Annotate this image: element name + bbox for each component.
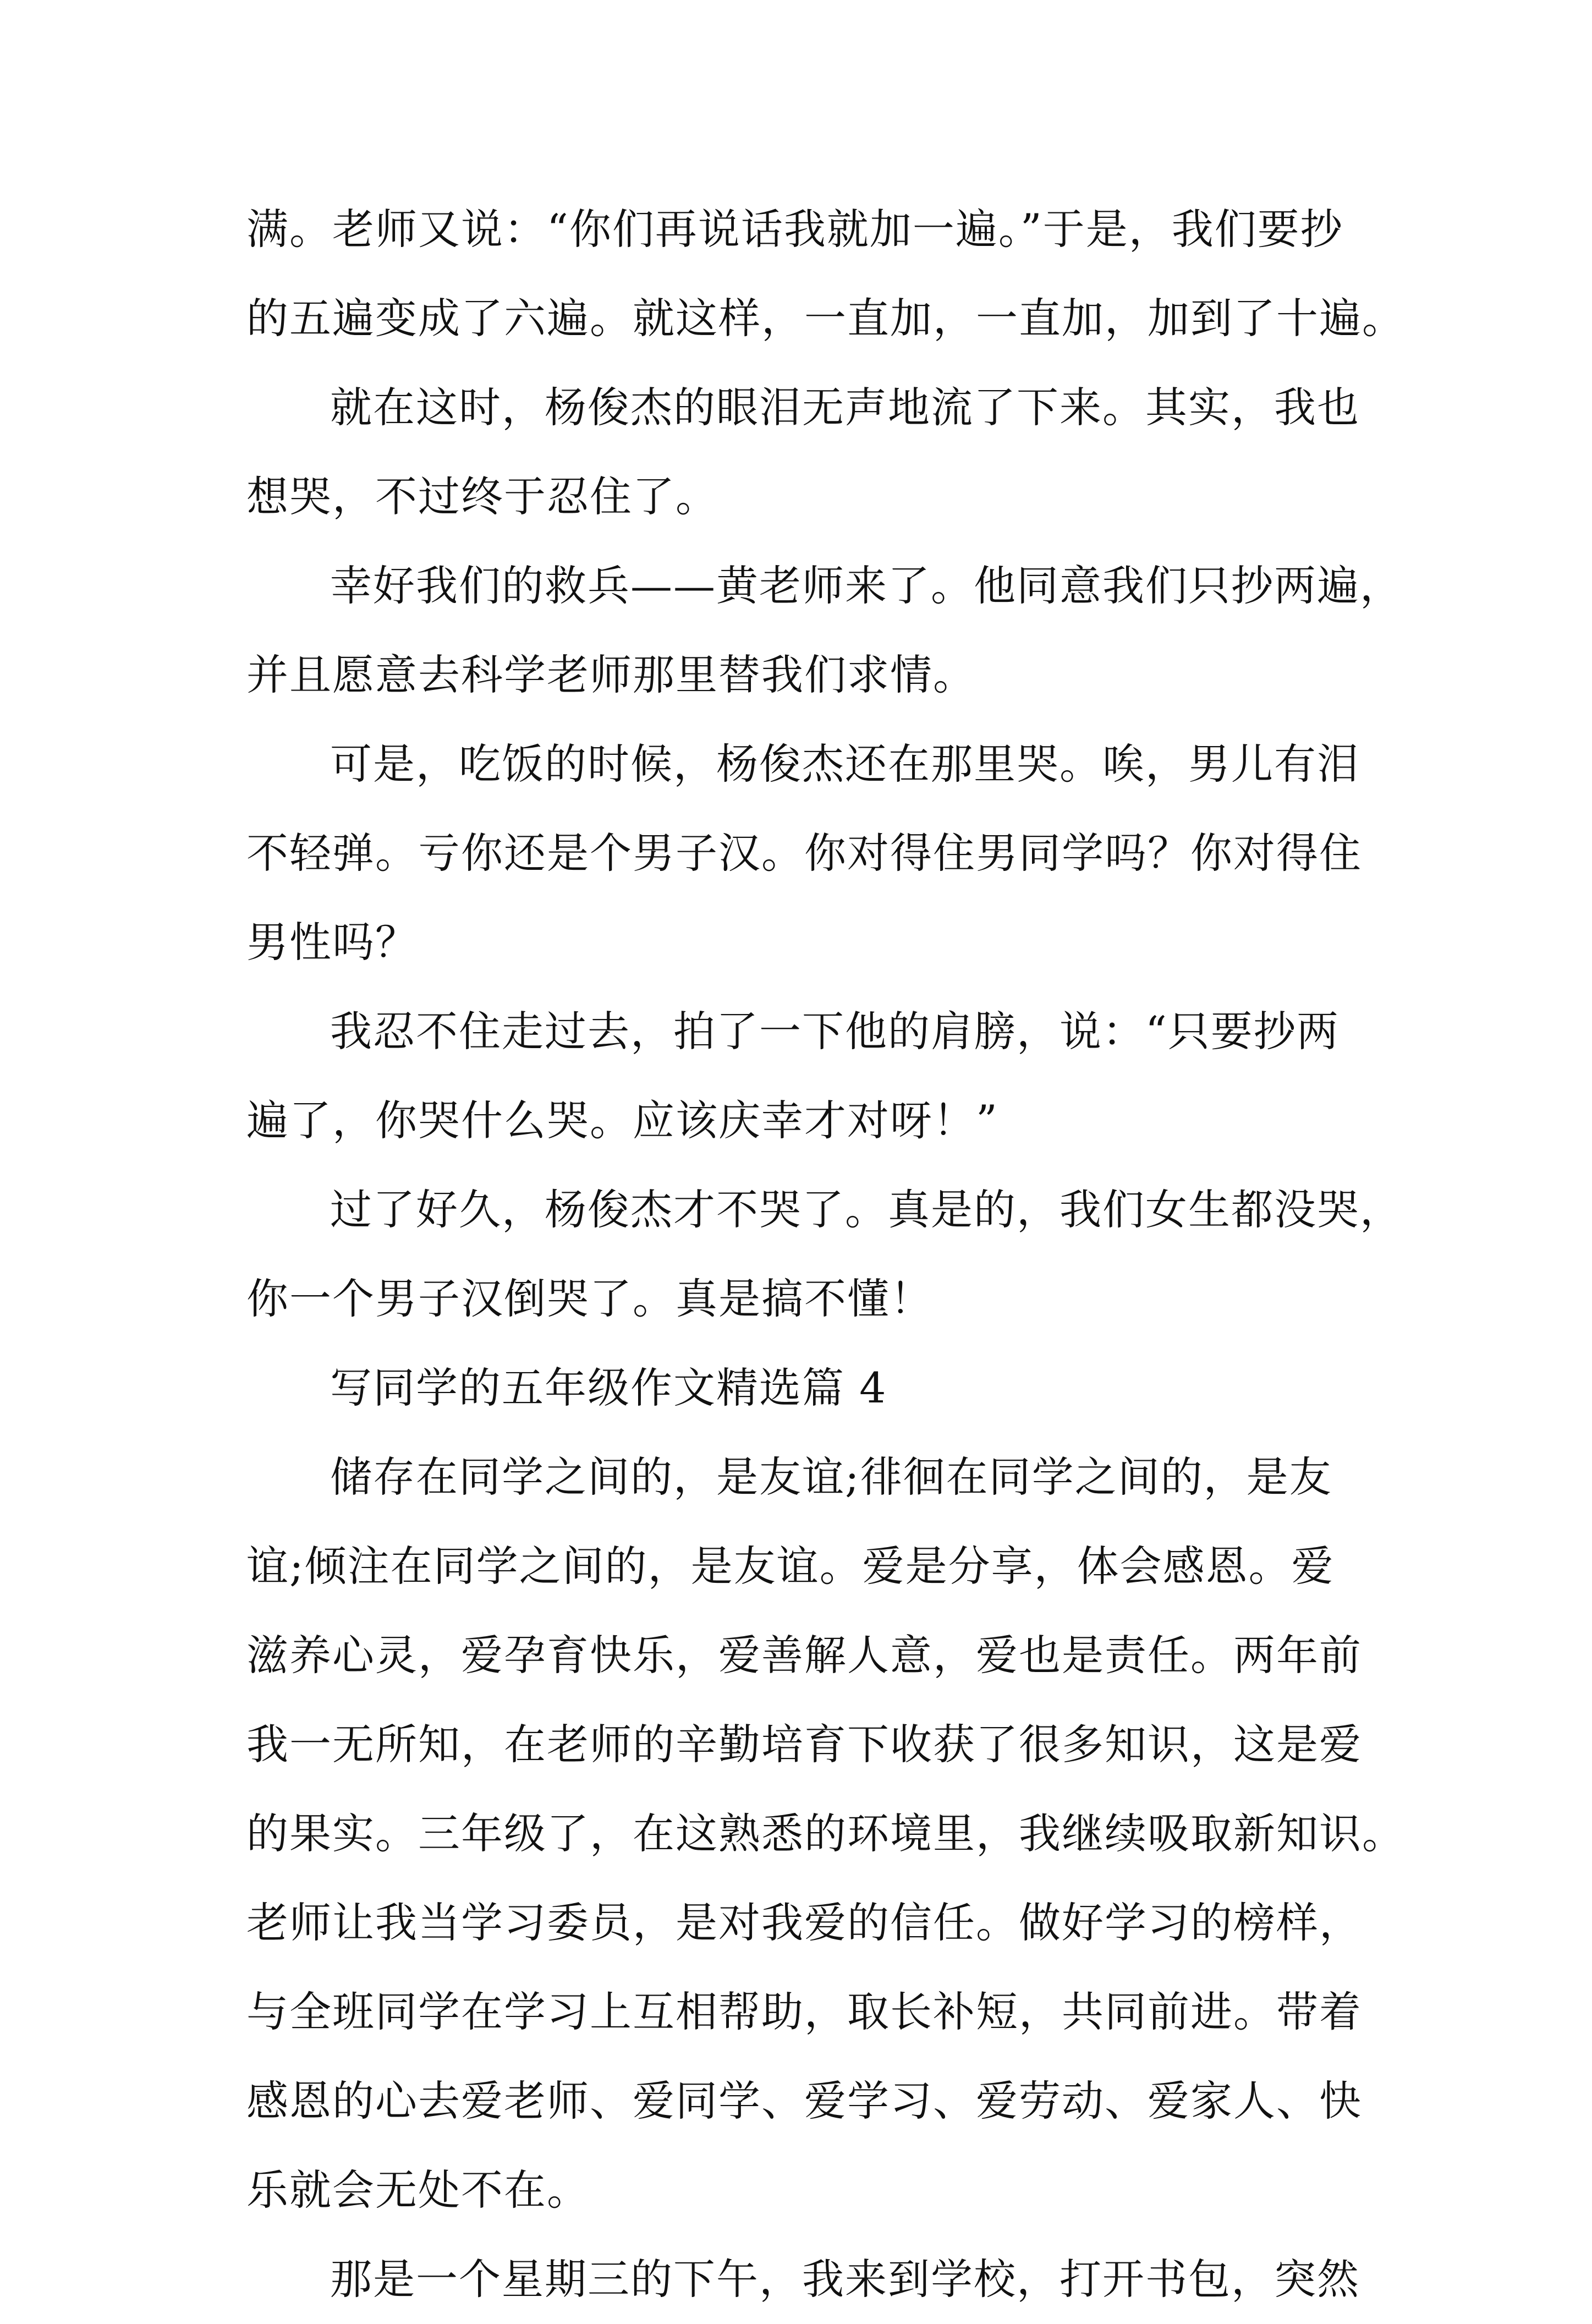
- section-heading: 写同学的五年级作文精选篇 4: [330, 1363, 887, 1412]
- text-line: 就在这时，杨俊杰的眼泪无声地流了下来。其实，我也: [330, 383, 1360, 432]
- text-line: 的果实。三年级了，在这熟悉的环境里，我继续吸取新知识。: [246, 1809, 1405, 1858]
- text-line: 我忍不住走过去，拍了一下他的肩膀，说：“只要抄两: [330, 1007, 1340, 1056]
- text-line: 想哭，不过终于忍住了。: [246, 472, 718, 521]
- text-line: 滋养心灵，爱孕育快乐，爱善解人意，爱也是责任。两年前: [246, 1631, 1362, 1680]
- text-line: 我一无所知，在老师的辛勤培育下收获了很多知识，这是爱: [246, 1720, 1362, 1769]
- text-line: 与全班同学在学习上互相帮助，取长补短，共同前进。带着: [246, 1987, 1362, 2036]
- text-line: 储存在同学之间的，是友谊;徘徊在同学之间的，是友: [330, 1452, 1332, 1501]
- text-line: 幸好我们的救兵——黄老师来了。他同意我们只抄两遍，: [330, 561, 1403, 610]
- text-line: 你一个男子汉倒哭了。真是搞不懂！: [246, 1274, 933, 1323]
- text-line: 谊;倾注在同学之间的，是友谊。爱是分享，体会感恩。爱: [246, 1542, 1335, 1591]
- text-line: 感恩的心去爱老师、爱同学、爱学习、爱劳动、爱家人、快: [246, 2076, 1362, 2125]
- text-line: 老师让我当学习委员，是对我爱的信任。做好学习的榜样，: [246, 1898, 1362, 1947]
- text-line: 那是一个星期三的下午，我来到学校，打开书包，突然: [330, 2255, 1360, 2304]
- text-line: 遍了，你哭什么哭。应该庆幸才对呀！”: [246, 1096, 998, 1145]
- text-line: 不轻弹。亏你还是个男子汉。你对得住男同学吗？你对得住: [246, 829, 1362, 878]
- text-line: 男性吗？: [246, 918, 418, 967]
- text-line: 并且愿意去科学老师那里替我们求情。: [246, 650, 976, 699]
- text-line: 乐就会无处不在。: [246, 2166, 590, 2215]
- text-line: 可是，吃饭的时候，杨俊杰还在那里哭。唉，男儿有泪: [330, 739, 1360, 788]
- body-text: [246, 185, 1405, 2324]
- text-line: 满。老师又说：“你们再说话我就加一遍。”于是，我们要抄: [246, 205, 1343, 254]
- text-line: 的五遍变成了六遍。就这样，一直加，一直加，加到了十遍。: [246, 294, 1405, 343]
- text-line: 过了好久，杨俊杰才不哭了。真是的，我们女生都没哭，: [330, 1185, 1403, 1234]
